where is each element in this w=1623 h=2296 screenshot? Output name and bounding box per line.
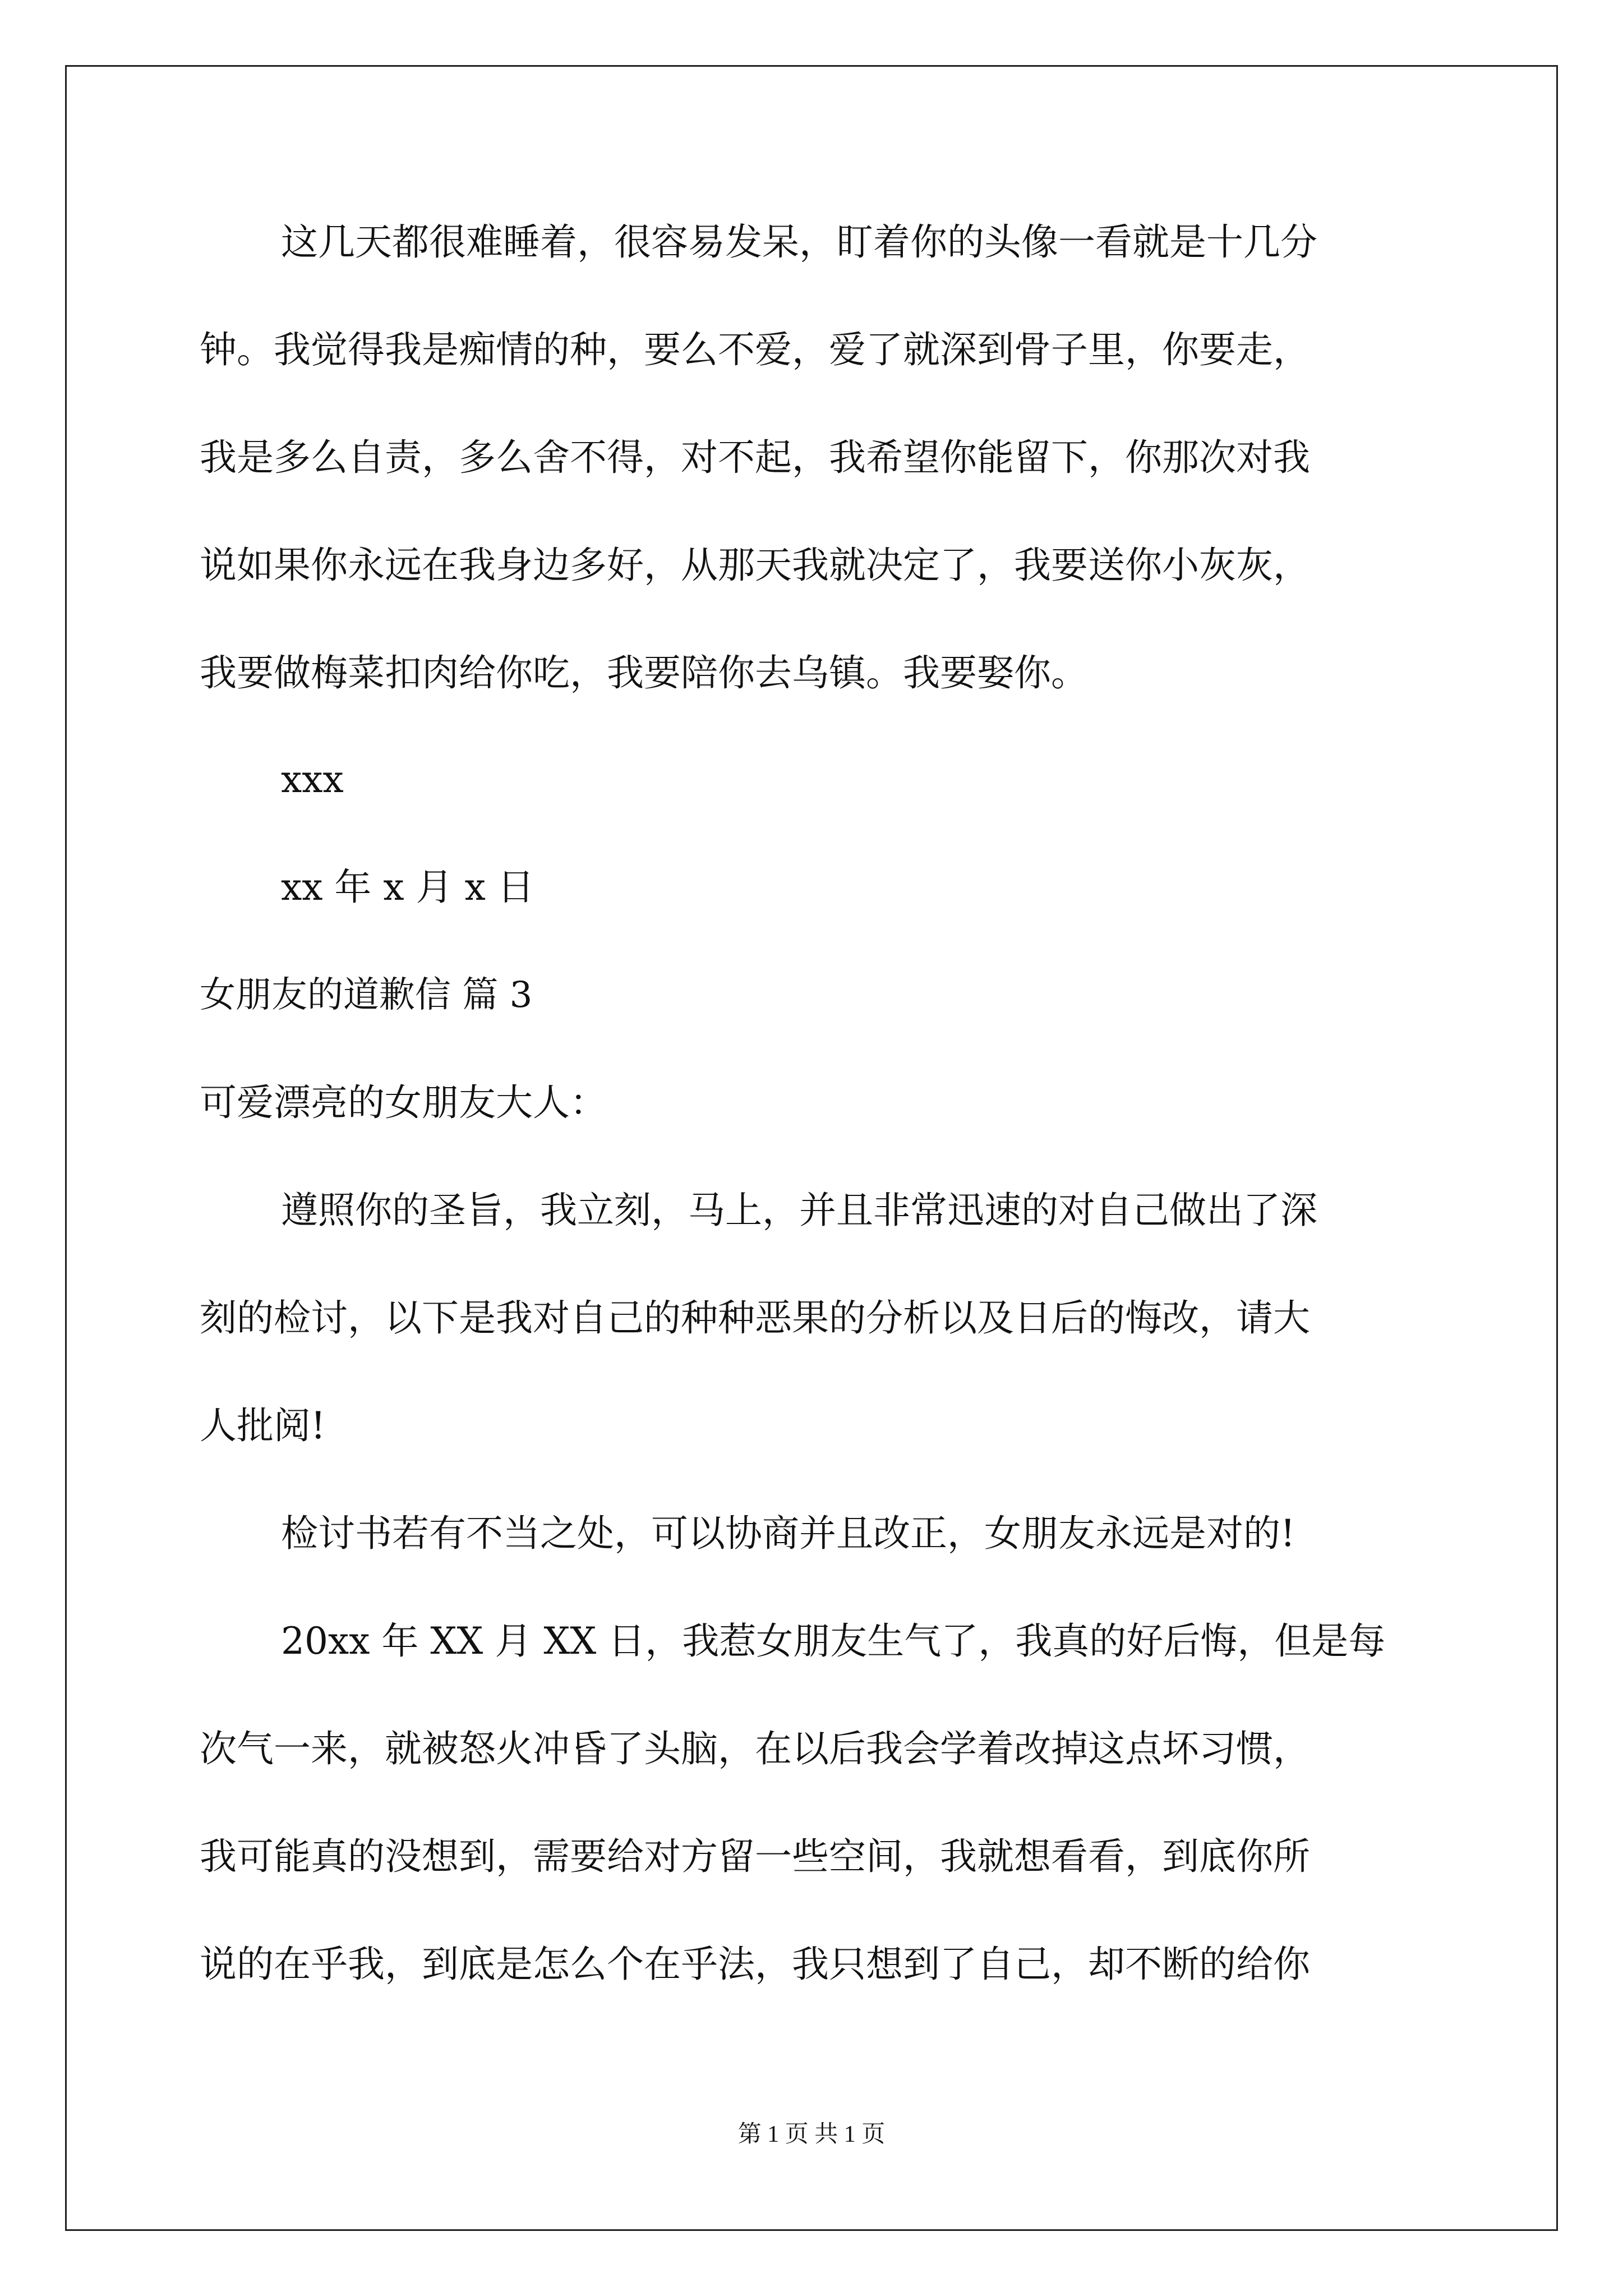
page-border [65,65,1558,2231]
page-footer: 第 1 页 共 1 页 [737,2122,886,2147]
signature-name: xxx [281,758,344,801]
signature-date: xx 年 x 月 x 日 [281,866,534,909]
paragraph-line: 20xx 年 XX 月 XX 日，我惹女朋友生气了，我真的好后悔，但是每 [281,1619,1386,1663]
paragraph-line: 人批阅! [200,1404,326,1447]
paragraph-line: 我是多么自责，多么舍不得，对不起，我希望你能留下，你那次对我 [200,436,1310,479]
paragraph-line: 说的在乎我，到底是怎么个在乎法，我只想到了自己，却不断的给你 [200,1943,1310,1986]
paragraph-line: 这几天都很难睡着，很容易发呆，盯着你的头像一看就是十几分 [281,220,1317,264]
paragraph-line: 钟。我觉得我是痴情的种，要么不爱，爱了就深到骨子里，你要走， [200,328,1310,371]
paragraph-line: 遵照你的圣旨，我立刻，马上，并且非常迅速的对自己做出了深 [281,1189,1317,1232]
section-title: 女朋友的道歉信 篇 3 [200,974,533,1016]
paragraph-line: 我可能真的没想到，需要给对方留一些空间，我就想看看，到底你所 [200,1835,1310,1878]
paragraph-line: 我要做梅菜扣肉给你吃，我要陪你去乌镇。我要娶你。 [200,651,1088,694]
salutation: 可爱漂亮的女朋友大人： [200,1081,607,1124]
paragraph-line: 刻的检讨，以下是我对自己的种种恶果的分析以及日后的悔改，请大 [200,1296,1310,1340]
paragraph-line: 检讨书若有不当之处，可以协商并且改正，女朋友永远是对的! [281,1512,1295,1555]
paragraph-line: 说如果你永远在我身边多好，从那天我就决定了，我要送你小灰灰， [200,544,1310,587]
paragraph-line: 次气一来，就被怒火冲昏了头脑，在以后我会学着改掉这点坏习惯， [200,1727,1310,1770]
